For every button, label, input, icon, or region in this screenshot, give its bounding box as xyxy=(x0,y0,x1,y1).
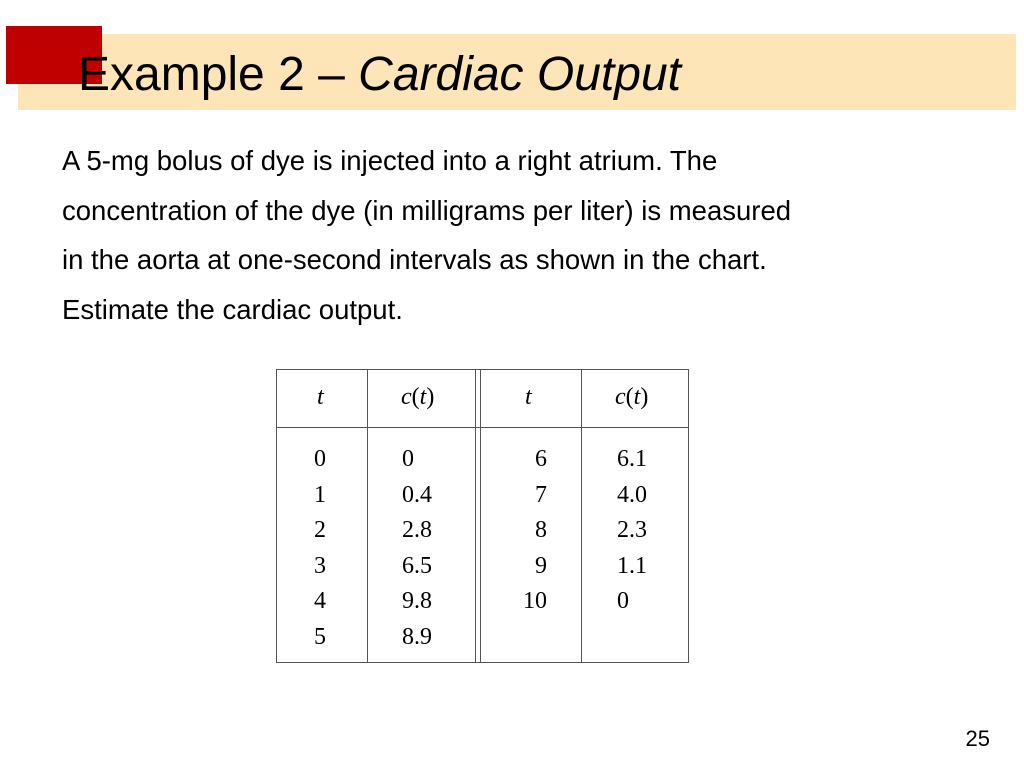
slide-title-italic: Cardiac Output xyxy=(358,48,681,101)
concentration-table xyxy=(276,369,689,663)
slide-title xyxy=(78,40,681,110)
table-divider xyxy=(367,370,368,662)
table-cell: 2.8 xyxy=(402,517,432,543)
table-cell: 0 xyxy=(402,446,414,472)
table-cell: 1 xyxy=(314,481,326,508)
table-cell: 7 xyxy=(535,481,547,508)
table-cell: 6.5 xyxy=(402,552,432,579)
table-cell: 1.1 xyxy=(617,552,647,579)
table-column-ct-right xyxy=(617,442,647,620)
table-header-ct: c(t) xyxy=(615,384,649,410)
table-cell: 0.4 xyxy=(402,481,432,508)
problem-text-line: concentration of the dye (in milligrams per liter) is measured xyxy=(62,194,792,226)
problem-text xyxy=(62,136,992,334)
table-cell: 9 xyxy=(535,552,547,579)
table-cell: 2 xyxy=(314,517,326,543)
table-divider xyxy=(581,370,582,662)
table-cell: 6.1 xyxy=(617,446,647,472)
table-cell: 0 xyxy=(314,446,326,472)
table-column-ct-left xyxy=(402,442,432,655)
problem-text-line: Estimate the cardiac output. xyxy=(62,293,403,325)
table-cell: 3 xyxy=(314,552,326,579)
table-cell: 4 xyxy=(314,588,326,614)
table-header-rule xyxy=(277,427,688,428)
table-header-ct: c(t) xyxy=(401,384,435,410)
table-header-t: t xyxy=(317,384,324,410)
table-header-t: t xyxy=(525,384,532,410)
table-cell: 8 xyxy=(535,517,547,543)
table-cell: 2.3 xyxy=(617,517,647,543)
table-column-t-right xyxy=(515,442,547,620)
slide-title-main: Example 2 – xyxy=(78,48,359,101)
table-cell: 0 xyxy=(617,588,629,614)
table-cell: 9.8 xyxy=(402,588,432,614)
table-cell: 10 xyxy=(523,588,547,614)
table-cell: 8.9 xyxy=(402,623,432,650)
problem-text-line: in the aorta at one-second intervals as shown in the chart. xyxy=(62,244,767,275)
table-cell: 5 xyxy=(314,623,326,650)
table-cell: 4.0 xyxy=(617,481,647,508)
table-divider xyxy=(475,370,476,662)
table-column-t-left xyxy=(314,442,326,655)
slide-number: 25 xyxy=(965,726,990,751)
table-cell: 6 xyxy=(535,446,547,472)
table-divider xyxy=(480,370,481,662)
problem-text-line: A 5-mg bolus of dye is injected into a right atrium. The xyxy=(62,145,718,176)
